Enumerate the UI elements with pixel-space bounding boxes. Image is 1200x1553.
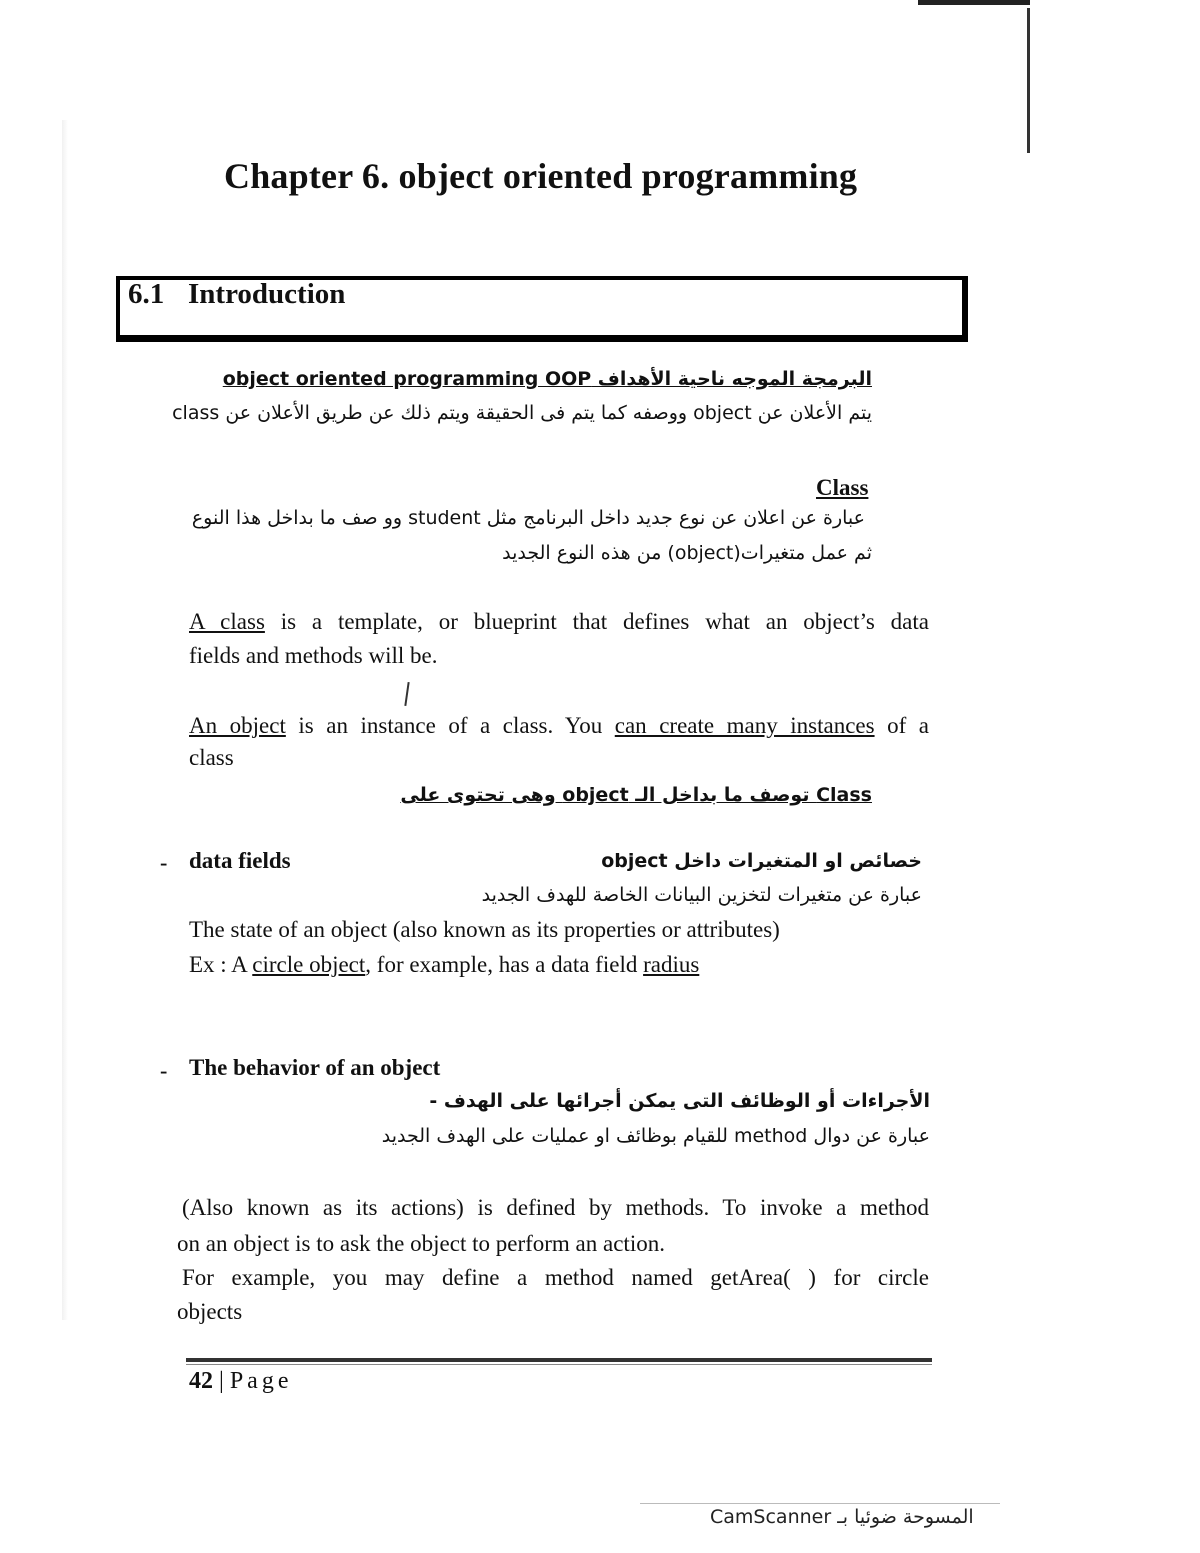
behavior-paragraph-2-line-2: objects bbox=[177, 1299, 243, 1324]
instances-phrase: can create many instances bbox=[614, 713, 875, 738]
class-definition-line-2: fields and methods will be. bbox=[189, 643, 438, 668]
data-fields-arabic-title: خصائص او المتغيرات داخل object bbox=[601, 850, 922, 872]
data-fields-example bbox=[189, 952, 699, 978]
footer-rule bbox=[186, 1358, 932, 1362]
class-term: A class bbox=[189, 609, 265, 634]
chapter-title: Chapter 6. object oriented programming bbox=[224, 156, 858, 196]
camscanner-watermark: المسوحة ضوئيا بـ CamScanner bbox=[710, 1506, 974, 1528]
class-description-2: ثم عمل متغيرات(object) من هذه النوع الجديد bbox=[502, 542, 872, 564]
class-definition-line-1 bbox=[189, 609, 929, 635]
class-definition-text: is a template, or blueprint that defines what an object’s data bbox=[264, 609, 929, 634]
radius-word: radius bbox=[643, 952, 700, 977]
object-term: An object bbox=[189, 713, 286, 738]
behavior-paragraph-1-line-2: on an object is to ask the object to perform an action. bbox=[177, 1231, 665, 1256]
section-number: 6.1 bbox=[128, 278, 165, 310]
example-middle: , for example, has a data field bbox=[365, 952, 644, 977]
behavior-arabic-title: الأجراءات أو الوظائف التى يمكن أجرائها على الهدف - bbox=[429, 1090, 930, 1112]
bullet-dash: - bbox=[160, 1058, 168, 1083]
object-definition-text: is an instance of a class. You bbox=[285, 713, 615, 738]
behavior-paragraph-1-line-1: (Also known as its actions) is defined by methods. To invoke a method bbox=[182, 1195, 929, 1220]
section-title: Introduction bbox=[188, 278, 346, 310]
bullet-dash: - bbox=[160, 850, 168, 875]
page-shadow bbox=[62, 120, 68, 1320]
object-definition-end: of a bbox=[874, 713, 929, 738]
behavior-paragraph-2-line-1: For example, you may define a method named getArea( ) for circle bbox=[182, 1265, 929, 1290]
scan-edge-right bbox=[1027, 8, 1030, 153]
footer-rule-thin bbox=[186, 1364, 932, 1365]
class-description-1: عبارة عن اعلان عن نوع جديد داخل البرنامج مثل student وو صف ما بداخل هذا النوع bbox=[191, 507, 865, 529]
data-fields-state: The state of an object (also known as its properties or attributes) bbox=[189, 917, 780, 942]
object-definition-line-1 bbox=[189, 713, 929, 739]
page-footer bbox=[189, 1368, 292, 1395]
data-fields-label: data fields bbox=[189, 848, 291, 873]
example-prefix: Ex : A bbox=[189, 952, 253, 977]
watermark-rule bbox=[640, 1503, 1000, 1504]
data-fields-arabic-description: عبارة عن متغيرات لتخزين البيانات الخاصة للهدف الجديد bbox=[481, 884, 922, 906]
behavior-arabic-description: عبارة عن دوال method للقيام بوظائف او عمليات على الهدف الجديد bbox=[381, 1125, 930, 1147]
oop-heading: البرمجة الموجه ناحية الأهداف object oriented programming OOP bbox=[222, 368, 872, 390]
scan-mark bbox=[404, 682, 409, 706]
object-definition-line-2: class bbox=[189, 745, 234, 770]
class-heading: Class bbox=[816, 475, 869, 500]
class-contains-heading: Class توصف ما بداخل الـ object وهى تحتوى على bbox=[400, 784, 872, 806]
scan-edge-top bbox=[918, 0, 1030, 5]
behavior-label: The behavior of an object bbox=[189, 1055, 441, 1080]
oop-description: يتم الأعلان عن object ووصفه كما يتم فى الحقيقة ويتم ذلك عن طريق الأعلان عن class bbox=[172, 402, 872, 424]
page-word: Page bbox=[229, 1368, 293, 1394]
page-number: 42 bbox=[189, 1368, 213, 1394]
page-separator: | bbox=[213, 1368, 230, 1394]
circle-object-phrase: circle object bbox=[252, 952, 366, 977]
